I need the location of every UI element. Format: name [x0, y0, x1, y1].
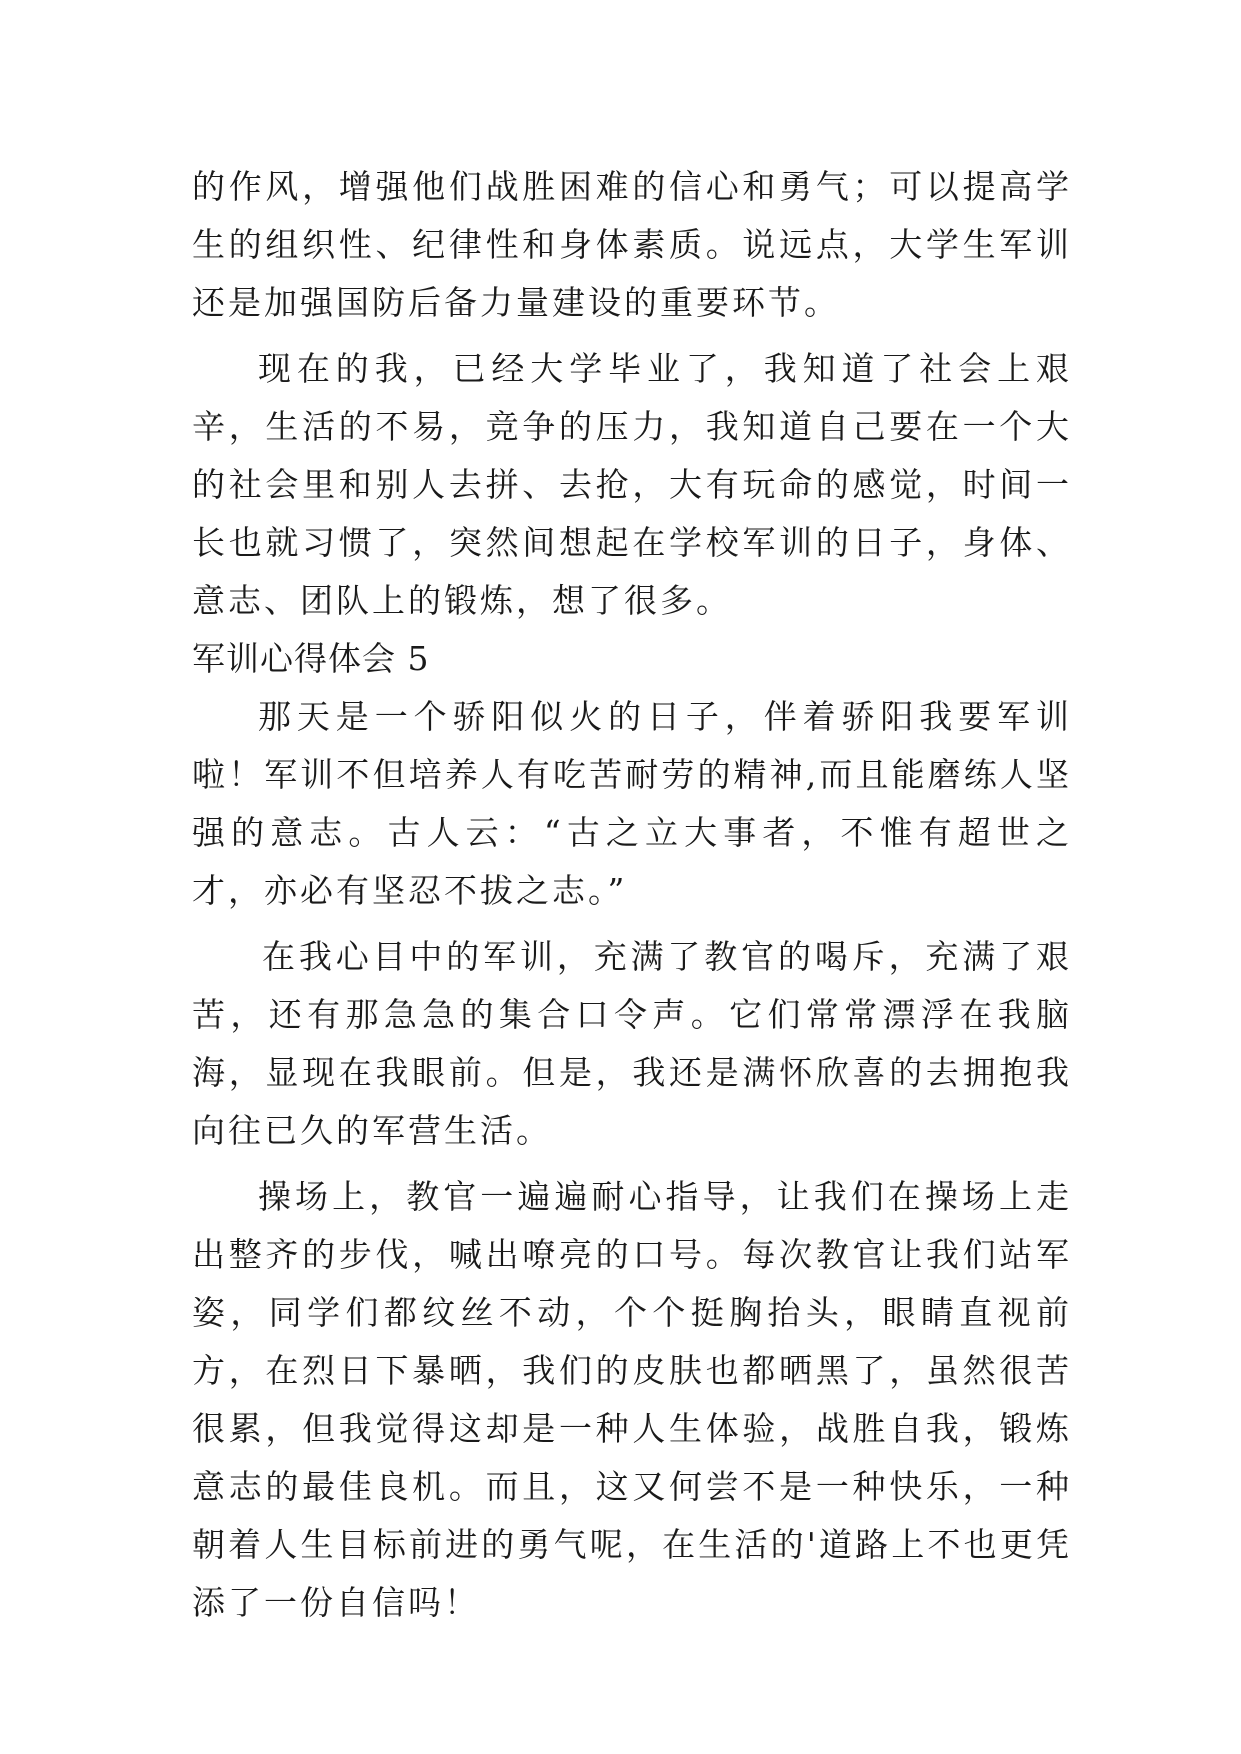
document-body — [192, 158, 1072, 1632]
section-title: 军训心得体会 5 — [192, 639, 430, 678]
paragraph-sunny-day: 那天是一个骄阳似火的日子，伴着骄阳我要军训啦！军训不但培养人有吃苦耐劳的精神,而且能磨练人坚强的意志。古人云：“古之立大事者，不惟有超世之才，亦必有坚忍不拔之志。” — [192, 697, 1072, 910]
paragraph-drill-ground: 操场上，教官一遍遍耐心指导，让我们在操场上走出整齐的步伐，喊出嘹亮的口号。每次教官让我们站军姿，同学们都纹丝不动，个个挺胸抬头，眼睛直视前方，在烈日下暴晒，我们的皮肤也都晒黑了，虽然很苦很累，但我觉得这却是一种人生体验，战胜自我，锻炼意志的最佳良机。而且，这又何尝不是一种快乐，一种朝着人生目标前进的勇气呢，在生活的'道路上不也更凭添了一份自信吗！ — [192, 1177, 1072, 1622]
paragraph-continuation: 的作风，增强他们战胜困难的信心和勇气；可以提高学生的组织性、纪律性和身体素质。说远点，大学生军训还是加强国防后备力量建设的重要环节。 — [192, 167, 1072, 322]
paragraph-graduation: 现在的我，已经大学毕业了，我知道了社会上艰辛，生活的不易，竞争的压力，我知道自己要在一个大的社会里和别人去拼、去抢，大有玩命的感觉，时间一长也就习惯了，突然间想起在学校军训的日子，身体、意志、团队上的锻炼，想了很多。 — [192, 349, 1072, 620]
paragraph-in-my-mind: 在我心目中的军训，充满了教官的喝斥，充满了艰苦，还有那急急的集合口令声。它们常常漂浮在我脑海，显现在我眼前。但是，我还是满怀欣喜的去拥抱我向往已久的军营生活。 — [192, 937, 1072, 1150]
